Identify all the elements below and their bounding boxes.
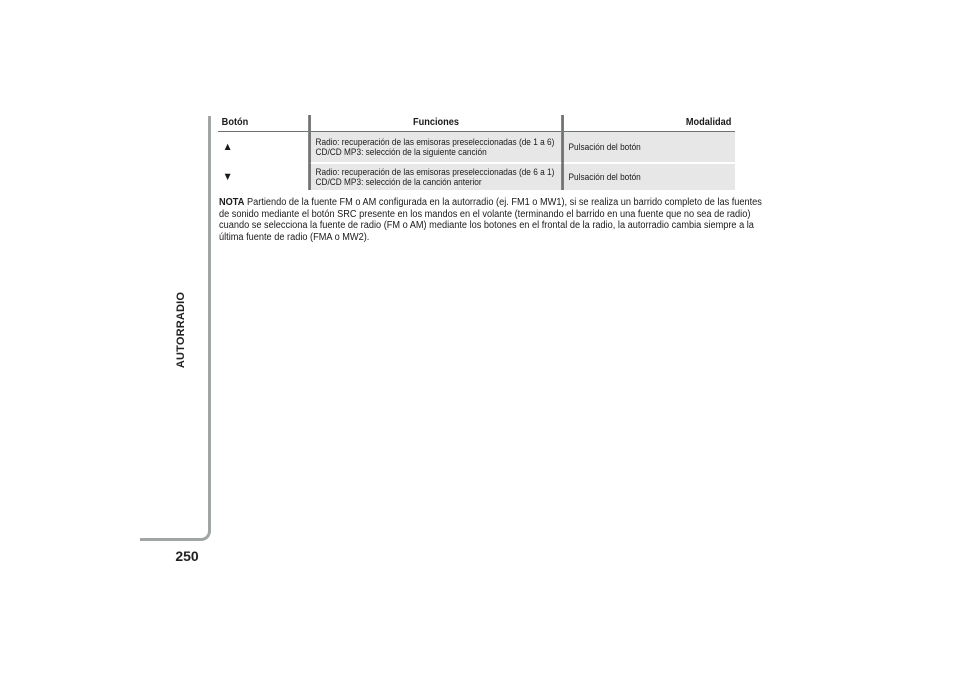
function-table bbox=[218, 115, 735, 190]
button-cell bbox=[218, 163, 310, 190]
functions-line: Radio: recuperación de las emisoras preseleccionadas (de 6 a 1) bbox=[315, 167, 555, 177]
arrow-up-icon: ▲ bbox=[222, 141, 233, 153]
page-number: 250 bbox=[175, 548, 199, 564]
functions-line: Radio: recuperación de las emisoras preseleccionadas (de 1 a 6) bbox=[315, 137, 555, 147]
header-button: Botón bbox=[218, 115, 310, 132]
button-cell bbox=[218, 132, 310, 164]
note-text-line: Partiendo de la fuente FM o AM configurada en la autorradio (ej. FM1 o MW1), si se realiza un barrido completo de las fuentes bbox=[246, 197, 762, 208]
functions-cell bbox=[310, 163, 563, 190]
mode-cell: Pulsación del botón bbox=[563, 163, 736, 190]
note-label: NOTA bbox=[219, 197, 245, 208]
functions-line: CD/CD MP3: selección de la siguiente canción bbox=[315, 147, 487, 157]
header-mode: Modalidad bbox=[563, 115, 736, 132]
note-paragraph bbox=[219, 197, 780, 243]
table-header-row bbox=[218, 115, 735, 132]
functions-line: CD/CD MP3: selección de la canción anterior bbox=[315, 177, 482, 187]
table-row bbox=[218, 163, 735, 190]
section-title: AUTORRADIO bbox=[175, 291, 187, 369]
note-text-line: cuando se selecciona la fuente de radio (FM o AM) mediante los botones en el frontal de la radio, la autorradio cambia siempre a la bbox=[219, 220, 754, 232]
functions-cell bbox=[310, 132, 563, 164]
arrow-down-icon: ▼ bbox=[222, 171, 233, 183]
mode-cell: Pulsación del botón bbox=[563, 132, 736, 164]
note-text-line: última fuente de radio (FMA o MW2). bbox=[219, 231, 370, 243]
header-functions: Funciones bbox=[310, 115, 563, 132]
table-row bbox=[218, 132, 735, 164]
note-text-line: de sonido mediante el botón SRC presente en los mandos en el volante (terminando el barrido en una fuente que no sea de radio) bbox=[219, 208, 751, 220]
